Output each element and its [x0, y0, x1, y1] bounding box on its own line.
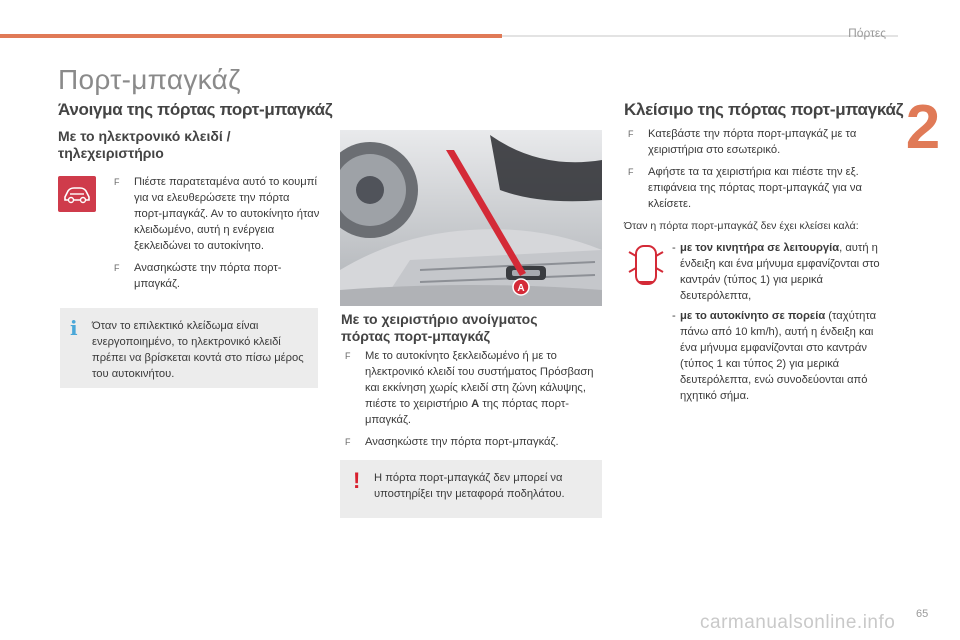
right-heading: Κλείσιμο της πόρτας πορτ-μπαγκάζ — [624, 100, 904, 119]
dash-icon: - — [672, 310, 676, 322]
bullet-icon: F — [628, 129, 634, 139]
info-icon: i — [70, 316, 78, 340]
list-item: - με το αυτοκίνητο σε πορεία (ταχύτητα πάνω από 10 km/h), αυτή η ένδειξη και ένα μήνυμα εμφανίζονται στο καντράν (τύπος 1 και τύπος 2) για μερικά δευτερόλεπτα, ενώ συνοδεύονται από ηχητικό σήμα. — [672, 310, 877, 402]
tailgate-photo — [340, 130, 602, 306]
list-item: F Αφήστε τα τα χειριστήρια και πιέστε την εξ. επιφάνεια της πόρτας πορτ-μπαγκάζ για να κλείσετε. — [628, 166, 862, 210]
list-item: F Ανασηκώστε την πόρτα πορτ-μπαγκάζ. — [114, 262, 282, 290]
list-item: F Με το αυτοκίνητο ξεκλειδωμένο ή με το ηλεκτρονικό κλειδί του συστήματος Πρόσβαση και εκκίνηση χωρίς κλειδί στη ζώνη κάλυψης, πιέστε το χειριστήριο A της πόρτας πορτ-μπαγκάζ. — [345, 350, 594, 426]
section-label: Πόρτες — [848, 26, 886, 40]
photo-label-a: A — [517, 283, 525, 294]
warning-icon: ! — [353, 468, 361, 493]
remote-key-icon — [58, 176, 96, 212]
info-note — [60, 308, 318, 388]
bullet-icon: F — [628, 167, 634, 177]
bullet-icon: F — [114, 263, 120, 273]
header-accent-bar — [0, 34, 502, 38]
left-steps — [114, 174, 320, 298]
right-steps — [628, 126, 892, 218]
bullet-icon: F — [345, 437, 351, 447]
page-title: Πορτ-μπαγκάζ — [58, 64, 241, 95]
list-item: - με τον κινητήρα σε λειτουργία, αυτή η ένδειξη και ένα μήνυμα εμφανίζονται στο καντράν (τύπος 1) για μερικά δευτερόλεπτα, — [672, 242, 880, 302]
right-cases — [672, 240, 892, 408]
door-open-warning-icon — [626, 242, 666, 288]
middle-steps — [345, 348, 605, 456]
bullet-icon: F — [345, 351, 351, 361]
chapter-number: 2 — [905, 93, 941, 162]
left-heading: Άνοιγμα της πόρτας πορτ-μπαγκάζ — [58, 100, 333, 119]
warning-text: Η πόρτα πορτ-μπαγκάζ δεν μπορεί να υποστηρίξει την μεταφορά ποδηλάτου. — [374, 472, 565, 500]
watermark: carmanualsonline.info — [700, 612, 896, 633]
middle-subheading: Με το χειριστήριο ανοίγματος πόρτας πορτ-μπαγκάζ — [341, 311, 538, 344]
info-text: Όταν το επιλεκτικό κλείδωμα είναι ενεργοποιημένο, το ηλεκτρονικό κλειδί πρέπει να βρίσκεται κοντά στο πίσω μέρος του αυτοκινήτου. — [92, 320, 304, 380]
warning-note — [340, 460, 602, 518]
left-subheading: Με το ηλεκτρονικό κλειδί / τηλεχειριστήριο — [58, 128, 231, 161]
list-item: F Κατεβάστε την πόρτα πορτ-μπαγκάζ με τα χειριστήρια στο εσωτερικό. — [628, 128, 857, 156]
header-rule — [502, 35, 898, 37]
right-note: Όταν η πόρτα πορτ-μπαγκάζ δεν έχει κλείσει καλά: — [624, 220, 859, 232]
bullet-icon: F — [114, 177, 120, 187]
list-item: F Πιέστε παρατεταμένα αυτό το κουμπί για να ελευθερώσετε την πόρτα πορτ-μπαγκάζ. Αν το αυτοκίνητο ήταν κλειδωμένο, αυτή η ενέργεια ξεκλειδώνει το αυτοκίνητο. — [114, 176, 320, 252]
dash-icon: - — [672, 242, 676, 254]
list-item: F Ανασηκώστε την πόρτα πορτ-μπαγκάζ. — [345, 436, 559, 448]
page-number: 65 — [916, 608, 929, 620]
